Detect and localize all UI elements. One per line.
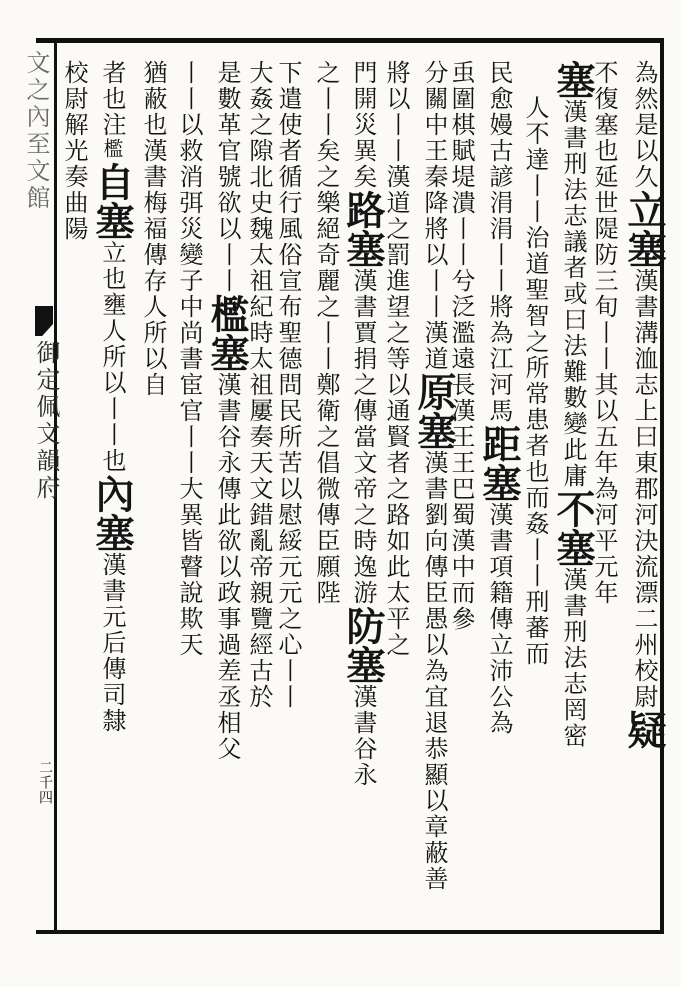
- text-column-5: [476, 60, 522, 920]
- body-text: 大姦之隙北史魏太祖紀時太祖屢奏天文錯亂帝親覽經古於: [245, 60, 273, 710]
- headword: 塞: [550, 60, 596, 99]
- body-text: 分關中王秦降將以丨丨漢道: [420, 60, 448, 372]
- text-column-7: [411, 60, 457, 920]
- body-text: 丨丨以救消弭災變: [175, 60, 203, 268]
- body-text: 門開災異矣: [349, 60, 377, 190]
- headword: 防塞: [340, 606, 386, 684]
- body-text: 之樂絕奇麗之丨丨鄭衛之倡微: [312, 164, 340, 502]
- body-text: 者也注: [98, 60, 126, 138]
- body-text: 將以丨丨漢道: [382, 60, 410, 216]
- text-column-17: [62, 60, 86, 920]
- body-text: 子中尚書宦官丨丨大異皆瞽說欺天: [175, 268, 203, 658]
- body-text: 漢書劉向傳臣愚以為宜退恭顯以章蔽善: [420, 450, 448, 892]
- text-column-8: [384, 60, 408, 920]
- body-text: 延世隄防三旬丨丨其以五年為河平元年: [590, 164, 618, 606]
- body-text: 而姦丨丨刑蕃而: [521, 485, 549, 667]
- text-column-10: [314, 60, 338, 920]
- bottom-border-rule: [36, 930, 663, 934]
- headword: 疑: [621, 710, 667, 749]
- headword: 路塞: [340, 190, 386, 268]
- body-text: 不復塞也: [590, 60, 618, 164]
- headword: 距塞: [476, 424, 522, 502]
- text-column-12: [247, 60, 271, 920]
- body-text: 漢書刑法志罔密: [559, 567, 587, 749]
- body-text: 漢王王巴蜀漢中而參: [447, 398, 475, 632]
- headword: 內塞: [89, 474, 135, 552]
- body-text: 人不達丨丨治道聖智之所常患者也: [521, 95, 549, 485]
- body-text: 是數革官號欲以丨丨: [213, 60, 241, 294]
- headword: 不塞: [550, 489, 596, 567]
- text-column-3: [550, 60, 596, 920]
- fishtail-marker: [35, 306, 53, 336]
- body-text: 檻: [100, 138, 124, 162]
- headword: 原塞: [411, 372, 457, 450]
- top-border-rule: [36, 38, 663, 43]
- margin-page-number: 二千四: [37, 760, 53, 805]
- body-text: 漢書谷永: [349, 684, 377, 788]
- body-text: 漢書項籍傳立沛公為: [485, 502, 513, 736]
- margin-top-partial: 文之內至文館: [22, 50, 50, 212]
- body-text: 之丨丨矣: [312, 60, 340, 164]
- text-column-11: [276, 60, 300, 920]
- body-text: 漢書賈捐之傳當文帝之時逸游: [349, 268, 377, 606]
- body-text: 民愈嫚古諺涓涓丨丨將為江河馬: [485, 60, 513, 424]
- body-text: 漢書元后傳司隸: [98, 552, 126, 734]
- body-text: 立也壅人所以丨丨也: [98, 240, 126, 474]
- body-text: 漢書谷永傳此欲以政事過差丞相父: [213, 372, 241, 762]
- text-column-16: [89, 60, 135, 920]
- text-column-15: [141, 60, 165, 920]
- body-text: 漢書溝洫志上曰東郡河決流漂二州校尉: [630, 268, 658, 710]
- body-text: 校尉解光奏曲陽: [60, 60, 88, 242]
- headword: 自塞: [89, 162, 135, 240]
- margin-book-title: 御定佩文韻府: [32, 340, 60, 502]
- text-column-14: [177, 60, 201, 920]
- text-column-1: [621, 60, 667, 920]
- text-column-9: [340, 60, 386, 920]
- body-text: 猶蔽也: [139, 60, 167, 138]
- headword: 檻塞: [204, 294, 250, 372]
- body-text: 傳臣願陛: [312, 502, 340, 606]
- body-text: 之罰進望之等以通賢者之路如此太平之: [382, 216, 410, 658]
- body-text: 漢書梅福傳存人所以自: [139, 138, 167, 398]
- body-text: 䖝圍棋賦堤潰丨丨兮泛濫遠長: [447, 60, 475, 398]
- body-text: 下遣使者循行風俗宣布聖德問民所苦以慰綏元元之心丨丨: [274, 60, 302, 710]
- text-column-13: [204, 60, 250, 920]
- body-text: 為然是以久: [630, 60, 658, 190]
- headword: 立塞: [621, 190, 667, 268]
- text-column-4: [523, 95, 547, 920]
- body-text: 漢書刑法志議者或曰法難數變此庸: [559, 99, 587, 489]
